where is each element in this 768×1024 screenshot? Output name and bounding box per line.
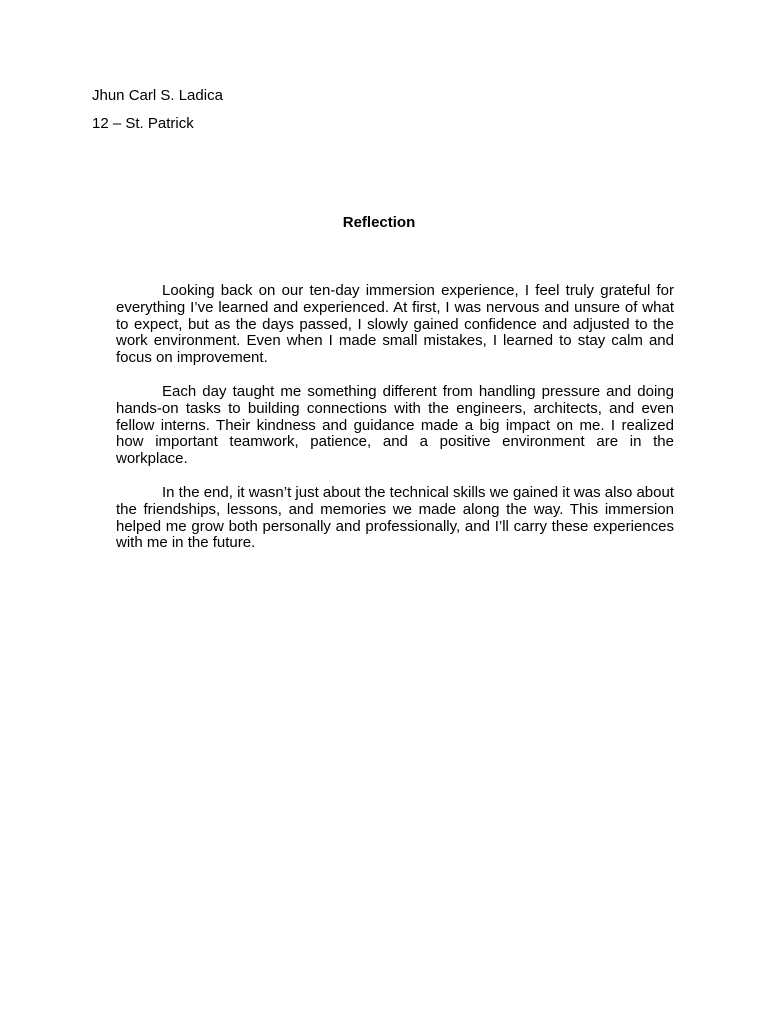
paragraph: Each day taught me something different from handling pressure and doing hands-on tasks to building connections with the engineers, architects, and even fellow interns. Their kindness and guidance made a big impact on me. I realized how important teamwork, patience, and a positive environment are in the workplace. xyxy=(116,382,674,468)
paragraph: In the end, it wasn’t just about the technical skills we gained it was also about the friendships, lessons, and memories we made along the way. This immersion helped me grow both personally and professionally, and I’ll carry these experiences with me in the future. xyxy=(116,483,674,552)
reflection-body xyxy=(116,283,674,569)
author-name: Jhun Carl S. Ladica xyxy=(92,87,223,104)
document-title: Reflection xyxy=(342,214,416,231)
grade-section: 12 – St. Patrick xyxy=(92,115,194,132)
paragraph: Looking back on our ten-day immersion experience, I feel truly grateful for everything I’ve learned and experienced. At first, I was nervous and unsure of what to expect, but as the days passed, I slowly gained confidence and adjusted to the work environment. Even when I made small mistakes, I learned to stay calm and focus on improvement. xyxy=(116,282,674,367)
